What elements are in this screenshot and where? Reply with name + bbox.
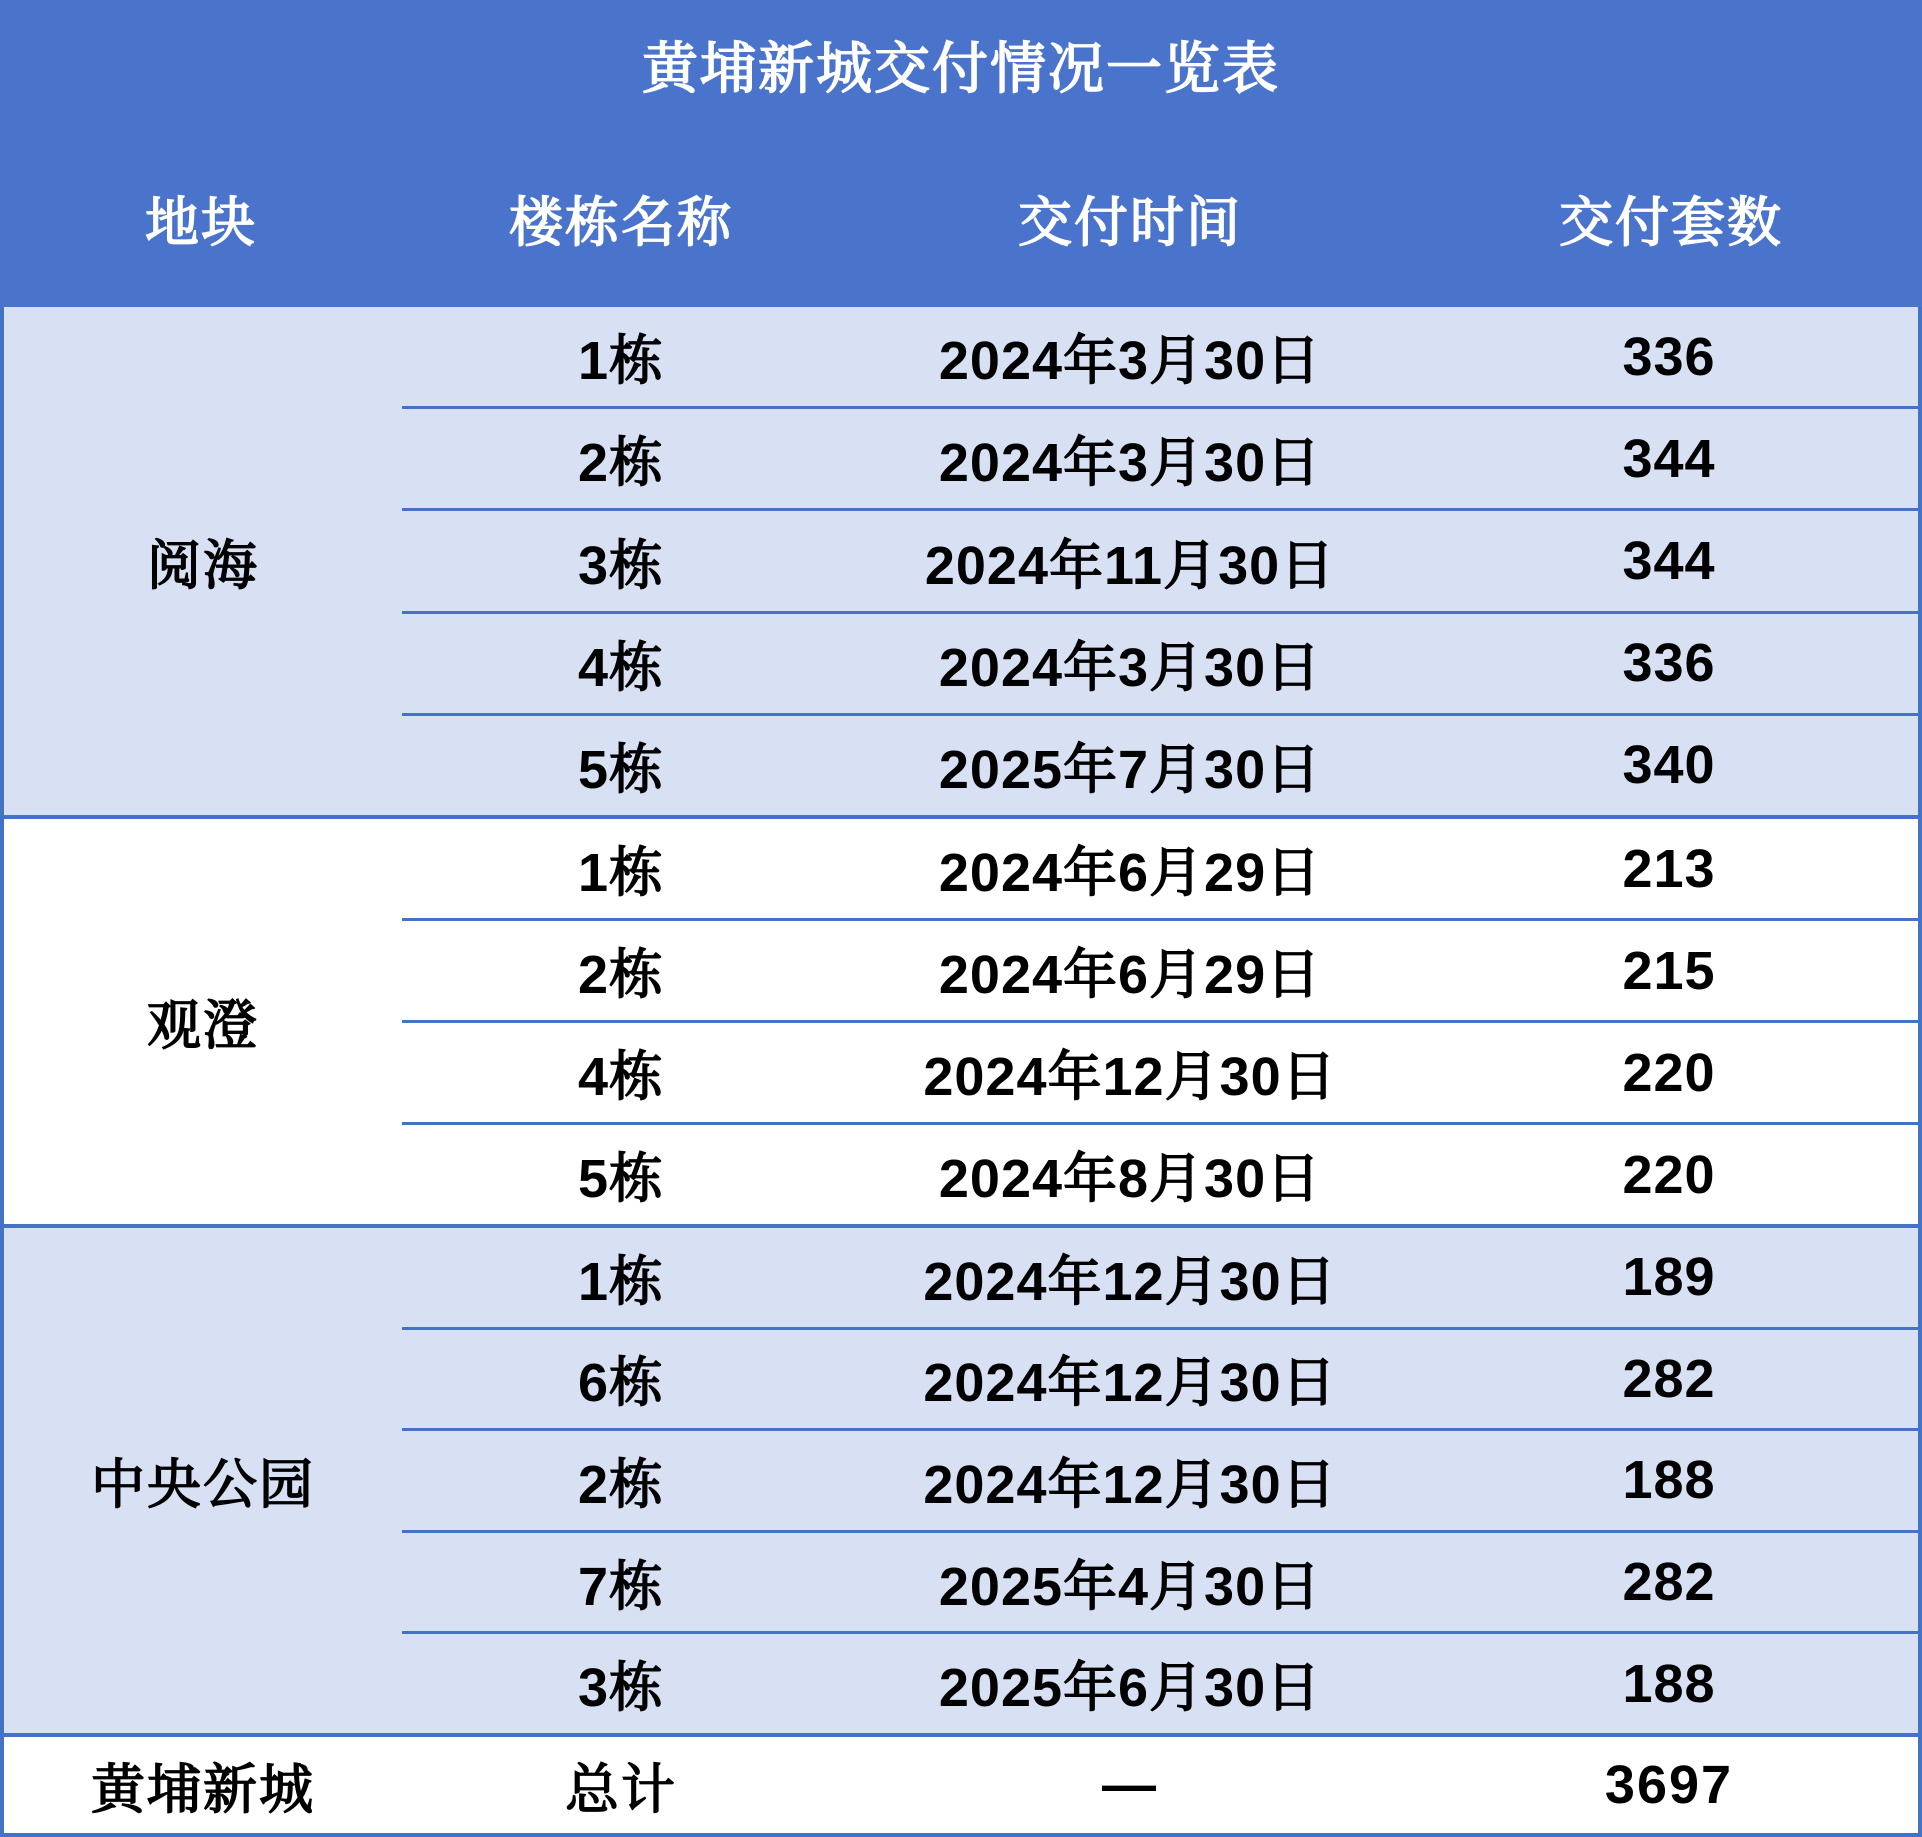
unit-count-cell: 213 — [1622, 838, 1716, 899]
building-name-cell: 1栋 — [577, 1251, 665, 1312]
unit-count-cell: 189 — [1622, 1247, 1716, 1308]
building-name-cell: 2栋 — [577, 1454, 665, 1515]
delivery-date-cell: 2025年4月30日 — [938, 1556, 1322, 1617]
total-label: 总计 — [565, 1759, 677, 1820]
table-row — [402, 1431, 1918, 1533]
delivery-date-cell: 2025年7月30日 — [938, 739, 1322, 800]
building-name-cell: 2栋 — [577, 433, 665, 494]
delivery-date-cell: 2024年3月30日 — [938, 331, 1322, 392]
delivery-date-cell: 2024年6月29日 — [938, 843, 1322, 903]
unit-count-cell: 282 — [1622, 1552, 1716, 1613]
table-row — [402, 409, 1918, 511]
total-row — [4, 1733, 1918, 1833]
table-row — [402, 921, 1918, 1023]
column-header-row — [0, 130, 1922, 307]
column-header-time: 交付时间 — [1018, 193, 1242, 253]
unit-count-cell: 188 — [1622, 1653, 1716, 1714]
unit-count-cell: 340 — [1622, 735, 1716, 796]
group-rows — [402, 307, 1918, 815]
table-row — [402, 1330, 1918, 1432]
table-row — [402, 716, 1918, 815]
plot-label: 中央公园 — [91, 1455, 315, 1515]
delivery-date-cell: 2024年12月30日 — [923, 1047, 1337, 1107]
plot-group-guancheng — [4, 815, 1918, 1224]
unit-count-cell: 344 — [1622, 428, 1716, 489]
plot-label: 观澄 — [147, 996, 259, 1056]
table-row — [402, 1228, 1918, 1330]
table-row — [402, 614, 1918, 716]
plot-group-central-park — [4, 1224, 1918, 1733]
unit-count-cell: 220 — [1622, 1042, 1716, 1103]
delivery-date-cell: 2024年3月30日 — [938, 433, 1322, 494]
delivery-date-cell: 2024年12月30日 — [923, 1353, 1337, 1414]
building-name-cell: 7栋 — [577, 1556, 665, 1617]
column-header-plot: 地块 — [145, 193, 257, 253]
delivery-date-cell: 2025年6月30日 — [938, 1658, 1322, 1719]
group-rows — [402, 819, 1918, 1224]
page-title: 黄埔新城交付情况一览表 — [642, 37, 1280, 100]
group-rows — [402, 1228, 1918, 1733]
total-plot-label: 黄埔新城 — [91, 1759, 315, 1820]
building-name-cell: 4栋 — [577, 637, 665, 698]
plot-label: 阅海 — [147, 535, 259, 596]
delivery-date-cell: 2024年12月30日 — [923, 1454, 1337, 1515]
delivery-date-cell: 2024年8月30日 — [938, 1149, 1322, 1209]
building-name-cell: 3栋 — [577, 1658, 665, 1719]
unit-count-cell: 215 — [1622, 940, 1716, 1001]
unit-count-cell: 282 — [1622, 1348, 1716, 1409]
table-row — [402, 1634, 1918, 1733]
unit-count-cell: 336 — [1622, 633, 1716, 694]
delivery-date-cell: 2024年12月30日 — [923, 1251, 1337, 1312]
delivery-date-cell: 2024年11月30日 — [924, 535, 1336, 596]
table-row — [402, 819, 1918, 921]
building-name-cell: 4栋 — [577, 1047, 665, 1107]
column-header-building: 楼栋名称 — [509, 193, 733, 253]
building-name-cell: 1栋 — [577, 331, 665, 392]
total-time-dash: — — [1102, 1755, 1158, 1815]
building-name-cell: 2栋 — [577, 945, 665, 1005]
table-row — [402, 1533, 1918, 1635]
building-name-cell: 1栋 — [577, 843, 665, 903]
building-name-cell: 5栋 — [577, 739, 665, 800]
table-header — [0, 0, 1922, 307]
table-row — [402, 1023, 1918, 1125]
building-name-cell: 5栋 — [577, 1149, 665, 1209]
building-name-cell: 6栋 — [577, 1353, 665, 1414]
plot-group-yuehai — [4, 307, 1918, 815]
table-row — [402, 511, 1918, 613]
delivery-date-cell: 2024年6月29日 — [938, 945, 1322, 1005]
table-body — [0, 307, 1922, 1837]
unit-count-cell: 188 — [1622, 1450, 1716, 1511]
building-name-cell: 3栋 — [577, 535, 665, 596]
unit-count-cell: 336 — [1622, 326, 1716, 387]
total-unit-count: 3697 — [1604, 1755, 1734, 1815]
unit-count-cell: 344 — [1622, 531, 1716, 591]
column-header-units: 交付套数 — [1559, 193, 1783, 253]
table-row — [402, 307, 1918, 409]
unit-count-cell: 220 — [1622, 1144, 1716, 1205]
delivery-date-cell: 2024年3月30日 — [938, 637, 1322, 698]
table-row — [402, 1125, 1918, 1224]
